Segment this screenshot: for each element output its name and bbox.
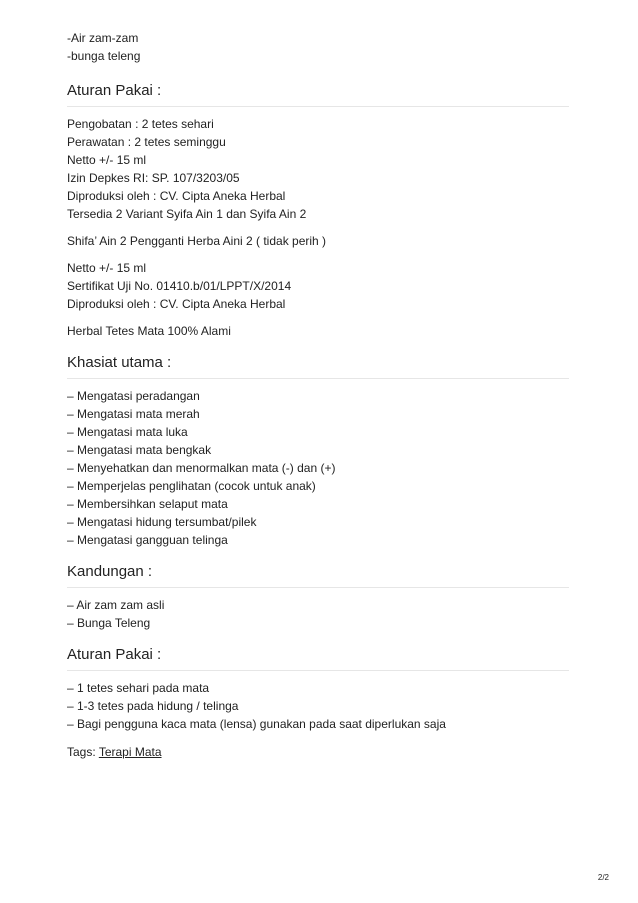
list-item: – 1 tetes sehari pada mata — [67, 681, 210, 695]
tags-row — [67, 743, 569, 761]
page-number: 2/2 — [597, 873, 609, 882]
intro-line: -Air zam-zam — [67, 31, 139, 45]
list-item: – Mengatasi peradangan — [67, 389, 200, 403]
intro-line: -bunga teleng — [67, 49, 141, 63]
section-heading-khasiat-utama: Khasiat utama : — [67, 353, 569, 379]
section-heading-aturan-pakai-2: Aturan Pakai : — [67, 645, 569, 671]
section-heading-aturan-pakai-1: Aturan Pakai : — [67, 81, 569, 107]
section1-block3 — [67, 259, 569, 313]
list-item: – Membersihkan selaput mata — [67, 497, 228, 511]
text-line: Sertifikat Uji No. 01410.b/01/LPPT/X/2014 — [67, 279, 292, 293]
text-line: Shifa’ Ain 2 Pengganti Herba Aini 2 ( tidak perih ) — [67, 234, 327, 248]
list-item: – Mengatasi mata luka — [67, 425, 188, 439]
list-item: – Bagi pengguna kaca mata (lensa) gunakan pada saat diperlukan saja — [67, 717, 446, 731]
list-item: – Mengatasi mata bengkak — [67, 443, 212, 457]
list-item: – 1-3 tetes pada hidung / telinga — [67, 699, 239, 713]
list-item: – Bunga Teleng — [67, 616, 151, 630]
list-item: – Mengatasi gangguan telinga — [67, 533, 228, 547]
text-line: Pengobatan : 2 tetes sehari — [67, 117, 214, 131]
list-item: – Air zam zam asli — [67, 598, 165, 612]
text-line: Izin Depkes RI: SP. 107/3203/05 — [67, 171, 240, 185]
tag-link-terapi-mata[interactable]: Terapi Mata — [98, 745, 162, 759]
text-line: Herbal Tetes Mata 100% Alami — [67, 324, 231, 338]
kandungan-list — [67, 596, 569, 632]
text-line: Diproduksi oleh : CV. Cipta Aneka Herbal — [67, 189, 286, 203]
aturan-pakai-list — [67, 679, 569, 733]
list-item: – Mengatasi mata merah — [67, 407, 200, 421]
document-page — [67, 29, 569, 761]
list-item: – Mengatasi hidung tersumbat/pilek — [67, 515, 257, 529]
tags-label: Tags: — [67, 745, 96, 759]
list-item: – Memperjelas penglihatan (cocok untuk anak) — [67, 479, 316, 493]
text-line: Netto +/- 15 ml — [67, 261, 147, 275]
section-heading-kandungan: Kandungan : — [67, 562, 569, 588]
intro-list — [67, 29, 569, 65]
khasiat-list — [67, 387, 569, 549]
list-item: – Menyehatkan dan menormalkan mata (-) dan (+) — [67, 461, 336, 475]
text-line: Netto +/- 15 ml — [67, 153, 147, 167]
section1-block1 — [67, 115, 569, 223]
text-line: Perawatan : 2 tetes seminggu — [67, 135, 226, 149]
text-line: Tersedia 2 Variant Syifa Ain 1 dan Syifa Ain 2 — [67, 207, 307, 221]
text-line: Diproduksi oleh : CV. Cipta Aneka Herbal — [67, 297, 286, 311]
